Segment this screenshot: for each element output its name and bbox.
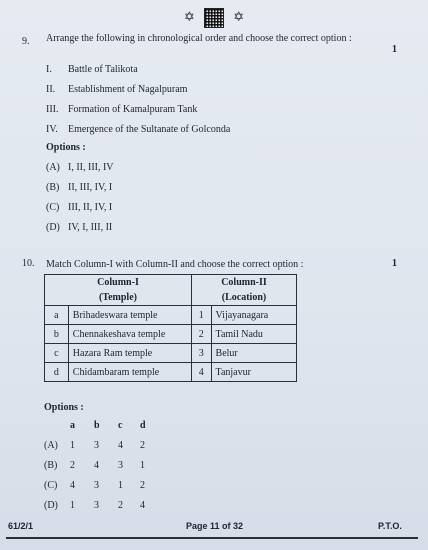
q9-option-label: (A) bbox=[46, 162, 60, 173]
option-value: 1 bbox=[118, 480, 123, 491]
option-value: 2 bbox=[70, 460, 75, 471]
option-value: 3 bbox=[94, 500, 99, 511]
question-10-number: 10. bbox=[22, 258, 35, 269]
match-table bbox=[44, 274, 297, 382]
q9-item-label: III. bbox=[46, 104, 59, 115]
please-turn-over: P.T.O. bbox=[378, 521, 402, 531]
q10-option-label: (C) bbox=[44, 480, 58, 491]
option-value: 2 bbox=[140, 480, 145, 491]
location-name: Tamil Nadu bbox=[211, 325, 296, 344]
column-i-subtitle: (Temple) bbox=[99, 292, 137, 303]
table-row bbox=[45, 344, 297, 363]
option-value: 2 bbox=[118, 500, 123, 511]
option-value: 3 bbox=[118, 460, 123, 471]
column-ii-title: Column-II bbox=[221, 277, 267, 288]
option-value: 3 bbox=[94, 440, 99, 451]
q9-option-text: IV, I, III, II bbox=[68, 222, 113, 233]
column-ii-header bbox=[192, 275, 297, 306]
question-10-text: Match Column-I with Column-II and choose the correct option : bbox=[46, 259, 304, 270]
question-9-marks: 1 bbox=[392, 44, 397, 55]
page-header bbox=[0, 8, 428, 28]
option-value: 1 bbox=[70, 440, 75, 451]
page-number: Page 11 of 32 bbox=[186, 521, 244, 531]
star-of-david-icon: ✡ bbox=[233, 8, 245, 24]
qr-code-icon bbox=[204, 8, 224, 28]
column-i-header bbox=[45, 275, 192, 306]
q9-item-text: Establishment of Nagalpuram bbox=[68, 84, 188, 95]
row-number: 1 bbox=[192, 306, 212, 325]
question-9-number: 9. bbox=[22, 36, 30, 47]
q10-option-label: (A) bbox=[44, 440, 58, 451]
q9-option-label: (D) bbox=[46, 222, 60, 233]
option-value: 1 bbox=[140, 460, 145, 471]
q9-option-label: (C) bbox=[46, 202, 60, 213]
option-value: 3 bbox=[94, 480, 99, 491]
row-number: 3 bbox=[192, 344, 212, 363]
paper-code: 61/2/1 bbox=[8, 521, 34, 531]
column-i-title: Column-I bbox=[97, 277, 139, 288]
option-value: 4 bbox=[70, 480, 75, 491]
table-row bbox=[45, 363, 297, 382]
row-key: d bbox=[45, 363, 69, 382]
temple-name: Brihadeswara temple bbox=[68, 306, 191, 325]
q9-option-text: III, II, IV, I bbox=[68, 202, 113, 213]
row-key: b bbox=[45, 325, 69, 344]
option-value: 1 bbox=[70, 500, 75, 511]
option-col-header: a bbox=[70, 420, 75, 431]
row-key: a bbox=[45, 306, 69, 325]
option-value: 4 bbox=[118, 440, 123, 451]
question-10-marks: 1 bbox=[392, 258, 397, 269]
option-value: 4 bbox=[94, 460, 99, 471]
q9-item-label: IV. bbox=[46, 124, 58, 135]
row-number: 2 bbox=[192, 325, 212, 344]
column-ii-subtitle: (Location) bbox=[221, 292, 267, 303]
question-9-text: Arrange the following in chronological order and choose the correct option : bbox=[46, 33, 352, 44]
option-col-header: c bbox=[118, 420, 123, 431]
footer-rule bbox=[6, 537, 418, 539]
row-number: 4 bbox=[192, 363, 212, 382]
row-key: c bbox=[45, 344, 69, 363]
q9-option-text: II, III, IV, I bbox=[68, 182, 113, 193]
table-row bbox=[45, 306, 297, 325]
q9-options-heading: Options : bbox=[46, 142, 86, 153]
option-value: 2 bbox=[140, 440, 145, 451]
q9-item-text: Emergence of the Sultanate of Golconda bbox=[68, 124, 231, 135]
location-name: Tanjavur bbox=[211, 363, 296, 382]
q9-option-text: I, II, III, IV bbox=[68, 162, 114, 173]
option-col-header: b bbox=[94, 420, 100, 431]
q9-item-text: Battle of Talikota bbox=[68, 64, 138, 75]
q10-option-label: (D) bbox=[44, 500, 58, 511]
table-row bbox=[45, 325, 297, 344]
temple-name: Hazara Ram temple bbox=[68, 344, 191, 363]
temple-name: Chennakeshava temple bbox=[68, 325, 191, 344]
option-col-header: d bbox=[140, 420, 146, 431]
location-name: Belur bbox=[211, 344, 296, 363]
q9-option-label: (B) bbox=[46, 182, 60, 193]
star-of-david-icon: ✡ bbox=[183, 8, 195, 24]
q9-item-label: II. bbox=[46, 84, 56, 95]
q10-options-heading: Options : bbox=[44, 402, 84, 413]
option-value: 4 bbox=[140, 500, 145, 511]
q9-item-label: I. bbox=[46, 64, 52, 75]
q9-item-text: Formation of Kamalpuram Tank bbox=[68, 104, 198, 115]
location-name: Vijayanagara bbox=[211, 306, 296, 325]
q10-option-label: (B) bbox=[44, 460, 58, 471]
temple-name: Chidambaram temple bbox=[68, 363, 191, 382]
